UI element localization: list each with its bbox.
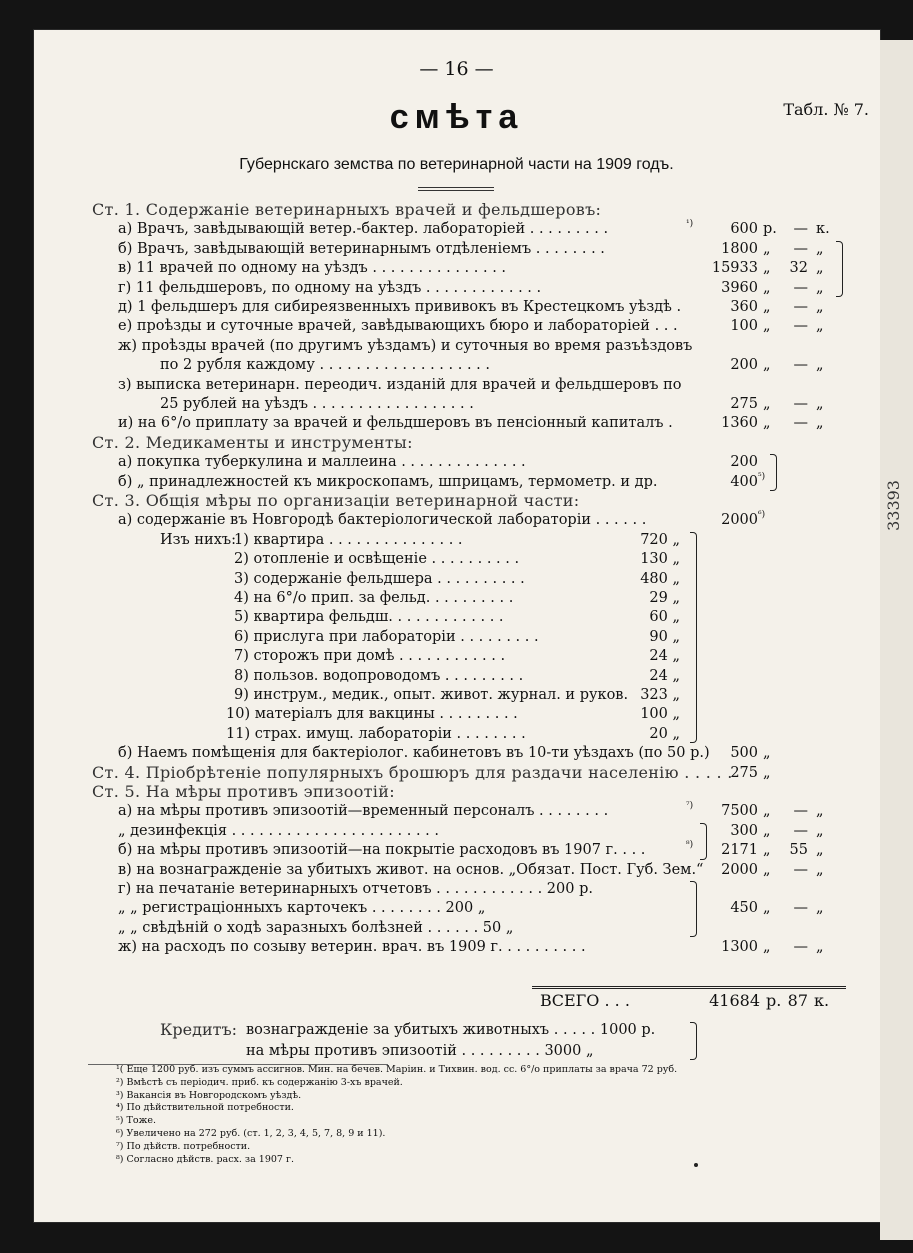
- budget-row: [0, 724, 913, 744]
- row-kopecks-unit: „: [816, 900, 824, 917]
- row-currency: „: [763, 900, 771, 917]
- row-amount: 100: [730, 318, 758, 335]
- row-prefix: Изъ нихъ:: [160, 531, 237, 548]
- brace: [836, 241, 843, 297]
- page-number: — 16 —: [419, 58, 494, 80]
- row-amount: 200: [730, 454, 758, 471]
- row-kopecks: —: [793, 318, 808, 335]
- budget-row: [0, 219, 913, 239]
- budget-row: [0, 627, 913, 647]
- row-kopecks: 32: [789, 260, 808, 277]
- row-subvalue: 130 „: [640, 551, 680, 568]
- row-text: а) покупка туберкулина и маллеина . . . . . . . . . . . . . .: [118, 454, 526, 471]
- credit-label: Кредитъ:: [160, 1020, 238, 1039]
- row-currency: „: [763, 279, 771, 296]
- budget-row: [0, 898, 913, 918]
- budget-row: [0, 549, 913, 569]
- edge-stamp: 33393: [884, 480, 903, 531]
- row-text: и) на 6°/o приплату за врачей и фельдшеровъ въ пенсіонный капиталъ .: [118, 415, 673, 432]
- budget-row: [0, 375, 913, 395]
- row-kopecks: —: [793, 861, 808, 878]
- brace: [700, 823, 707, 860]
- row-kopecks-unit: „: [816, 939, 824, 956]
- budget-row: [0, 763, 913, 783]
- row-kopecks-unit: „: [816, 318, 824, 335]
- total-rule: [532, 986, 846, 987]
- row-currency: „: [763, 764, 771, 781]
- budget-row: [0, 530, 913, 550]
- total-rule-2: [532, 988, 846, 989]
- footnote: ⁷) По дѣйств. потребности.: [116, 1140, 251, 1152]
- row-subvalue: 90 „: [649, 628, 680, 645]
- row-kopecks: —: [793, 299, 808, 315]
- row-kopecks: —: [793, 822, 808, 839]
- row-amount: 200: [730, 357, 758, 374]
- row-currency: „: [763, 861, 771, 878]
- row-currency: „: [763, 842, 771, 859]
- row-amount: 275: [730, 764, 758, 781]
- brace: [690, 881, 697, 937]
- row-currency: „: [763, 822, 771, 839]
- budget-row: [0, 588, 913, 608]
- budget-row: [0, 937, 913, 957]
- table-number: Табл. № 7.: [783, 100, 869, 119]
- row-subvalue: 60 „: [649, 609, 680, 626]
- row-footnote-ref: ⁷): [686, 801, 694, 812]
- row-currency: „: [763, 260, 771, 277]
- ink-dot: [694, 1163, 698, 1167]
- row-subvalue: 24 „: [649, 648, 680, 665]
- brace: [690, 532, 697, 743]
- brace: [770, 454, 777, 491]
- row-text: 10) матеріалъ для вакцины . . . . . . . . .: [226, 706, 518, 723]
- total-amount: 41684: [709, 991, 760, 1010]
- row-amount: 3960: [721, 279, 758, 296]
- budget-row: [0, 200, 913, 220]
- budget-row: [0, 336, 913, 356]
- row-text: 3) содержаніе фельдшера . . . . . . . . . .: [234, 570, 525, 587]
- budget-row: [0, 685, 913, 705]
- footnote: ⁶) Увеличено на 272 руб. (ст. 1, 2, 3, 4, 5, 7, 8, 9 и 11).: [116, 1127, 386, 1139]
- row-subvalue: 29 „: [649, 590, 680, 606]
- row-text: Ст. 3. Общія мѣры по организаціи ветеринарной части:: [92, 491, 580, 510]
- row-subvalue: 100 „: [640, 706, 680, 723]
- row-text: по 2 рубля каждому . . . . . . . . . . . . . . . . . . .: [160, 357, 491, 374]
- row-currency: „: [763, 299, 771, 315]
- row-text: г) 11 фельдшеровъ, по одному на уѣздъ . . . . . . . . . . . . .: [118, 279, 542, 296]
- row-footnote-ref: ⁵): [758, 471, 766, 482]
- budget-row: [0, 433, 913, 453]
- row-kopecks-unit: „: [816, 396, 824, 412]
- row-text: а) на мѣры противъ эпизоотій—временный персоналъ . . . . . . . .: [118, 803, 609, 820]
- row-kopecks-unit: „: [816, 299, 824, 315]
- row-currency: „: [763, 240, 771, 257]
- footnote: ⁵) Тоже.: [116, 1115, 156, 1127]
- row-kopecks: —: [793, 240, 808, 257]
- footnote: ³) Вакансія въ Новгородскомъ уѣздѣ.: [116, 1089, 302, 1101]
- row-currency: „: [763, 357, 771, 374]
- row-text: а) содержаніе въ Новгородѣ бактеріологической лабораторіи . . . . . .: [118, 512, 647, 529]
- budget-row: [0, 297, 913, 317]
- budget-row: [0, 879, 913, 899]
- row-amount: 300: [730, 822, 758, 839]
- budget-row: [0, 918, 913, 938]
- row-currency: „: [763, 745, 771, 762]
- budget-row: [0, 239, 913, 259]
- budget-row: [0, 413, 913, 433]
- row-kopecks: —: [793, 415, 808, 432]
- row-kopecks-unit: „: [816, 803, 824, 820]
- row-kopecks-unit: „: [816, 861, 824, 878]
- row-text: е) проѣзды и суточные врачей, завѣдывающихъ бюро и лабораторіей . . .: [118, 318, 678, 335]
- row-text: 4) на 6°/o прип. за фельд. . . . . . . . . .: [234, 590, 514, 606]
- total-kopecks-unit: к.: [814, 991, 830, 1010]
- budget-row: [0, 840, 913, 860]
- row-amount: 600: [730, 221, 758, 238]
- row-currency: „: [763, 318, 771, 335]
- title-rule-2: [418, 190, 494, 191]
- row-text: Ст. 4. Пріобрѣтеніе популярныхъ брошюръ для раздачи населенію . . . . .: [92, 762, 733, 782]
- row-subvalue: 24 „: [649, 667, 680, 684]
- row-kopecks: —: [793, 396, 808, 412]
- budget-row: [0, 258, 913, 278]
- row-amount: 360: [730, 299, 758, 315]
- row-text: б) Наемъ помѣщенія для бактеріолог. кабинетовъ въ 10-ти уѣздахъ (по 50 р.): [118, 745, 710, 762]
- total-currency: р.: [766, 991, 782, 1010]
- row-kopecks-unit: „: [816, 842, 824, 859]
- row-amount: 450: [730, 900, 758, 917]
- row-kopecks-unit: „: [816, 260, 824, 277]
- total-kopecks: 87: [787, 991, 808, 1010]
- budget-row: [0, 860, 913, 880]
- row-text: ж) на расходъ по созыву ветерин. врач. въ 1909 г. . . . . . . . . .: [118, 939, 586, 956]
- row-text: д) 1 фельдшеръ для сибиреязвенныхъ прививокъ въ Крестецкомъ уѣздѣ .: [118, 299, 682, 315]
- row-text: в) на вознагражденіе за убитыхъ живот. на основ. „Обязат. Пост. Губ. Зем.“: [118, 861, 704, 878]
- title-rule: [418, 187, 494, 188]
- row-kopecks-unit: „: [816, 279, 824, 296]
- budget-row: [0, 607, 913, 627]
- row-text: а) Врачъ, завѣдывающій ветер.-бактер. лабораторіей . . . . . . . . .: [118, 221, 609, 238]
- row-amount: 2000: [721, 512, 758, 529]
- row-text: Ст. 5. На мѣры противъ эпизоотій:: [92, 782, 395, 801]
- row-text: в) 11 врачей по одному на уѣздъ . . . . . . . . . . . . . . .: [118, 260, 507, 277]
- row-text: Ст. 1. Содержаніе ветеринарныхъ врачей и фельдшеровъ:: [92, 200, 602, 219]
- total-row: [0, 991, 913, 1011]
- row-text: 6) прислуга при лабораторіи . . . . . . . . .: [234, 628, 539, 645]
- row-text: „ „ регистраціонныхъ карточекъ . . . . . . . . 200 „: [118, 900, 486, 917]
- footnote: ⁸) Согласно дѣйств. расх. за 1907 г.: [116, 1153, 294, 1165]
- row-footnote-ref: ⁸): [686, 840, 694, 851]
- footnote: ¹( Еще 1200 руб. изъ суммъ ассигнов. Мин. на бечев. Маріин. и Тихвин. вод. сс. 6°/o приплаты за врача 72 руб.: [116, 1064, 678, 1075]
- budget-row: [0, 704, 913, 724]
- row-amount: 1360: [721, 415, 758, 432]
- budget-row: [0, 801, 913, 821]
- row-currency: р.: [763, 221, 777, 238]
- credit-row-1: [0, 1020, 913, 1040]
- budget-row: [0, 569, 913, 589]
- row-footnote-ref: ¹): [686, 219, 694, 230]
- row-subvalue: 480 „: [640, 570, 680, 587]
- budget-row: [0, 278, 913, 298]
- footnote: ²) Вмѣстѣ съ періодич. приб. къ содержанію 3-хъ врачей.: [116, 1076, 403, 1088]
- row-kopecks: —: [793, 221, 808, 238]
- row-subvalue: 323 „: [640, 687, 680, 703]
- row-text: з) выписка ветеринарн. переодич. изданій для врачей и фельдшеровъ по: [118, 376, 682, 393]
- row-kopecks: —: [793, 900, 808, 917]
- row-kopecks-unit: к.: [816, 221, 830, 238]
- row-kopecks: 55: [789, 842, 808, 859]
- row-text: 7) сторожъ при домѣ . . . . . . . . . . . .: [234, 648, 506, 665]
- credit-line-1: вознагражденіе за убитыхъ животныхъ . . . . . 1000 р.: [246, 1022, 656, 1038]
- budget-row: [0, 743, 913, 763]
- row-amount: 275: [730, 396, 758, 412]
- budget-row: [0, 316, 913, 336]
- row-currency: „: [763, 803, 771, 820]
- row-amount: 400: [730, 473, 758, 490]
- row-amount: 2171: [721, 842, 758, 859]
- credit-line-2: на мѣры противъ эпизоотій . . . . . . . . . 3000 „: [246, 1043, 594, 1059]
- budget-row: [0, 491, 913, 511]
- row-amount: 2000: [721, 861, 758, 878]
- credit-brace: [690, 1022, 697, 1060]
- row-text: 25 рублей на уѣздъ . . . . . . . . . . . . . . . . . .: [160, 396, 474, 412]
- row-currency: „: [763, 939, 771, 956]
- document-subtitle: Губернскаго земства по ветеринарной части на 1909 годъ.: [239, 156, 674, 173]
- row-kopecks: —: [793, 803, 808, 820]
- row-text: г) на печатаніе ветеринарныхъ отчетовъ . . . . . . . . . . . . 200 р.: [118, 881, 593, 897]
- row-kopecks: —: [793, 357, 808, 374]
- row-subvalue: 720 „: [640, 531, 680, 548]
- row-text: 2) отопленіе и освѣщеніе . . . . . . . . . .: [234, 551, 520, 568]
- row-text: 5) квартира фельдш. . . . . . . . . . . . .: [234, 609, 504, 626]
- row-text: 8) пользов. водопроводомъ . . . . . . . . .: [234, 667, 524, 684]
- row-currency: „: [763, 415, 771, 432]
- row-amount: 15933: [711, 260, 758, 277]
- document-title: смѣта: [389, 98, 524, 136]
- row-kopecks-unit: „: [816, 415, 824, 432]
- budget-row: [0, 821, 913, 841]
- row-text: 9) инструм., медик., опыт. живот. журнал. и руков.: [234, 687, 629, 703]
- budget-row: [0, 355, 913, 375]
- credit-row-2: [0, 1041, 913, 1061]
- row-text: б) Врачъ, завѣдывающій ветеринарнымъ отдѣленіемъ . . . . . . . .: [118, 240, 605, 257]
- row-kopecks: —: [793, 939, 808, 956]
- budget-row: [0, 394, 913, 414]
- row-text: 1) квартира . . . . . . . . . . . . . . .: [234, 531, 463, 548]
- budget-row: [0, 510, 913, 530]
- row-amount: 7500: [721, 803, 758, 820]
- budget-row: [0, 646, 913, 666]
- row-kopecks: —: [793, 279, 808, 296]
- budget-row: [0, 666, 913, 686]
- row-text: Ст. 2. Медикаменты и инструменты:: [92, 432, 413, 452]
- total-label: ВСЕГО . . .: [540, 991, 630, 1010]
- footnote: ⁴) По дѣйствительной потребности.: [116, 1102, 294, 1114]
- row-footnote-ref: ⁶): [758, 510, 766, 521]
- row-text: б) на мѣры противъ эпизоотій—на покрытіе расходовъ въ 1907 г. . . .: [118, 842, 646, 859]
- row-text: 11) страх. имущ. лабораторіи . . . . . . . .: [226, 725, 526, 742]
- row-text: „ дезинфекція . . . . . . . . . . . . . . . . . . . . . . .: [118, 822, 439, 839]
- row-text: ж) проѣзды врачей (по другимъ уѣздамъ) и суточныя во время разъѣздовъ: [118, 337, 693, 354]
- row-amount: 1800: [721, 240, 758, 257]
- row-text: б) „ принадлежностей къ микроскопамъ, шприцамъ, термометр. и др.: [118, 473, 658, 490]
- row-kopecks-unit: „: [816, 240, 824, 257]
- row-amount: 500: [730, 745, 758, 762]
- row-text: „ „ свѣдѣній о ходѣ заразныхъ болѣзней . . . . . . 50 „: [118, 919, 514, 936]
- budget-row: [0, 782, 913, 802]
- footnotes: [116, 1064, 677, 1166]
- row-kopecks-unit: „: [816, 357, 824, 374]
- row-subvalue: 20 „: [649, 725, 680, 742]
- row-kopecks-unit: „: [816, 822, 824, 839]
- row-amount: 1300: [721, 939, 758, 956]
- row-currency: „: [763, 396, 771, 412]
